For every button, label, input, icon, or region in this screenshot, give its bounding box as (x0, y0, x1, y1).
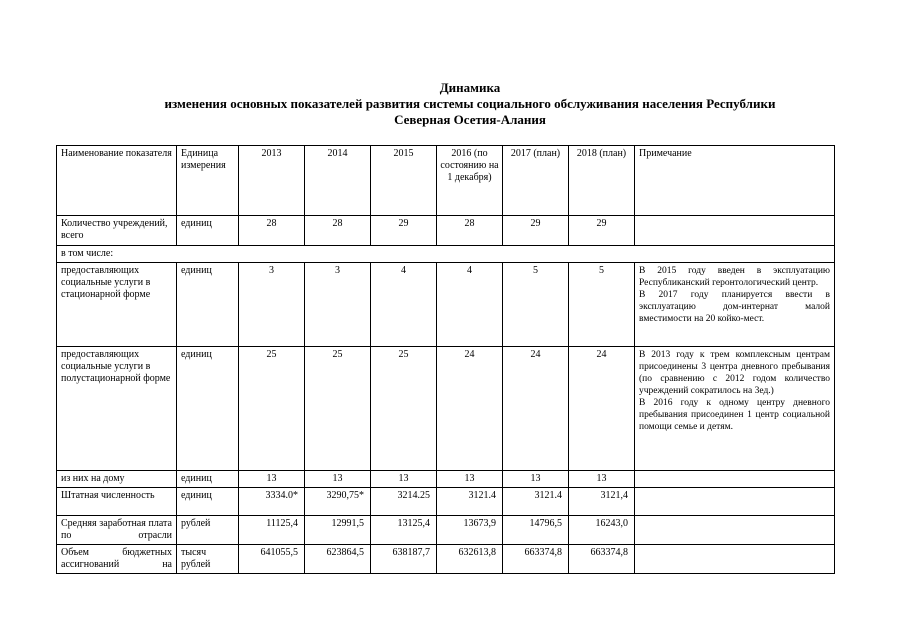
table-row (57, 516, 835, 545)
document-subtitle-region: Северная Осетия-Алания (394, 112, 546, 127)
cell-2018: 5 (569, 263, 635, 347)
note-paragraph: В 2017 году планируется ввести в эксплуатацию дом-интернат малой вместимости на 20 койко-мест. (639, 290, 830, 324)
row-name: Штатная численность (57, 488, 177, 516)
cell-2013: 25 (239, 347, 305, 471)
row-note (635, 216, 835, 246)
table-row (57, 216, 835, 246)
header-unit: Единица измерения (177, 146, 239, 216)
cell-2017: 3121.4 (503, 488, 569, 516)
row-note (635, 545, 835, 574)
document-title: Динамика (439, 80, 501, 95)
table-row (57, 545, 835, 574)
cell-2017: 24 (503, 347, 569, 471)
note-paragraph: В 2013 году к трем комплексным центрам присоединены 3 центра дневного пребывания (по сравнению с 2012 годом количество учреждений сократилось на 3ед.) (639, 350, 830, 396)
cell-2018: 29 (569, 216, 635, 246)
row-name: предоставляющих социальные услуги в стационарной форме (57, 263, 177, 347)
indicators-table (56, 145, 835, 574)
table-row (57, 471, 835, 488)
row-unit: единиц (177, 216, 239, 246)
header-2015: 2015 (371, 146, 437, 216)
row-name: Средняя заработная плата по отрасли (57, 516, 177, 545)
cell-2017: 663374,8 (503, 545, 569, 574)
header-2013: 2013 (239, 146, 305, 216)
header-indicator: Наименование показателя (57, 146, 177, 216)
cell-2013: 641055,5 (239, 545, 305, 574)
note-paragraph: В 2015 году введен в эксплуатацию Республиканский геронтологический центр. (639, 266, 830, 288)
cell-2015: 638187,7 (371, 545, 437, 574)
cell-2014: 3290,75* (305, 488, 371, 516)
cell-2016: 24 (437, 347, 503, 471)
row-unit: единиц (177, 263, 239, 347)
cell-2018: 24 (569, 347, 635, 471)
table-row (57, 246, 835, 263)
cell-2018: 3121,4 (569, 488, 635, 516)
row-name: предоставляющих социальные услуги в полустационарной форме (57, 347, 177, 471)
document-subtitle: изменения основных показателей развития системы социального обслуживания населения Республики (164, 96, 776, 111)
cell-2018: 16243,0 (569, 516, 635, 545)
row-name: Объем бюджетных ассигнований на (57, 545, 177, 574)
cell-2013: 3334.0* (239, 488, 305, 516)
header-note: Примечание (635, 146, 835, 216)
cell-2014: 25 (305, 347, 371, 471)
note-paragraph: В 2016 году к одному центру дневного пребывания присоединен 1 центр социальной помощи семье и детям. (639, 398, 830, 432)
header-2018: 2018 (план) (569, 146, 635, 216)
cell-2015: 13125,4 (371, 516, 437, 545)
cell-2016: 13673,9 (437, 516, 503, 545)
row-note (635, 263, 835, 347)
cell-2014: 623864,5 (305, 545, 371, 574)
row-name: из них на дому (57, 471, 177, 488)
cell-2017: 5 (503, 263, 569, 347)
cell-2017: 14796,5 (503, 516, 569, 545)
cell-2015: 4 (371, 263, 437, 347)
table-row (57, 347, 835, 471)
cell-2015: 13 (371, 471, 437, 488)
cell-2018: 13 (569, 471, 635, 488)
cell-2015: 25 (371, 347, 437, 471)
cell-2013: 28 (239, 216, 305, 246)
row-unit: единиц (177, 471, 239, 488)
cell-2013: 11125,4 (239, 516, 305, 545)
cell-2016: 632613,8 (437, 545, 503, 574)
cell-2016: 13 (437, 471, 503, 488)
cell-2014: 3 (305, 263, 371, 347)
row-note (635, 516, 835, 545)
cell-2014: 12991,5 (305, 516, 371, 545)
cell-2016: 28 (437, 216, 503, 246)
row-unit: тысяч рублей (177, 545, 239, 574)
cell-2015: 29 (371, 216, 437, 246)
row-note (635, 488, 835, 516)
cell-2018: 663374,8 (569, 545, 635, 574)
cell-2014: 28 (305, 216, 371, 246)
row-unit: единиц (177, 347, 239, 471)
cell-2017: 13 (503, 471, 569, 488)
cell-2013: 3 (239, 263, 305, 347)
cell-2017: 29 (503, 216, 569, 246)
row-name: Количество учреждений, всего (57, 216, 177, 246)
header-2017: 2017 (план) (503, 146, 569, 216)
cell-2014: 13 (305, 471, 371, 488)
row-note (635, 471, 835, 488)
table-row (57, 488, 835, 516)
table-row (57, 263, 835, 347)
row-unit: единиц (177, 488, 239, 516)
row-unit: рублей (177, 516, 239, 545)
row-note (635, 347, 835, 471)
cell-2015: 3214.25 (371, 488, 437, 516)
header-2014: 2014 (305, 146, 371, 216)
row-subheading: в том числе: (57, 246, 835, 263)
cell-2016: 3121.4 (437, 488, 503, 516)
cell-2013: 13 (239, 471, 305, 488)
cell-2016: 4 (437, 263, 503, 347)
header-2016: 2016 (по состоянию на 1 декабря) (437, 146, 503, 216)
table-header-row (57, 146, 835, 216)
